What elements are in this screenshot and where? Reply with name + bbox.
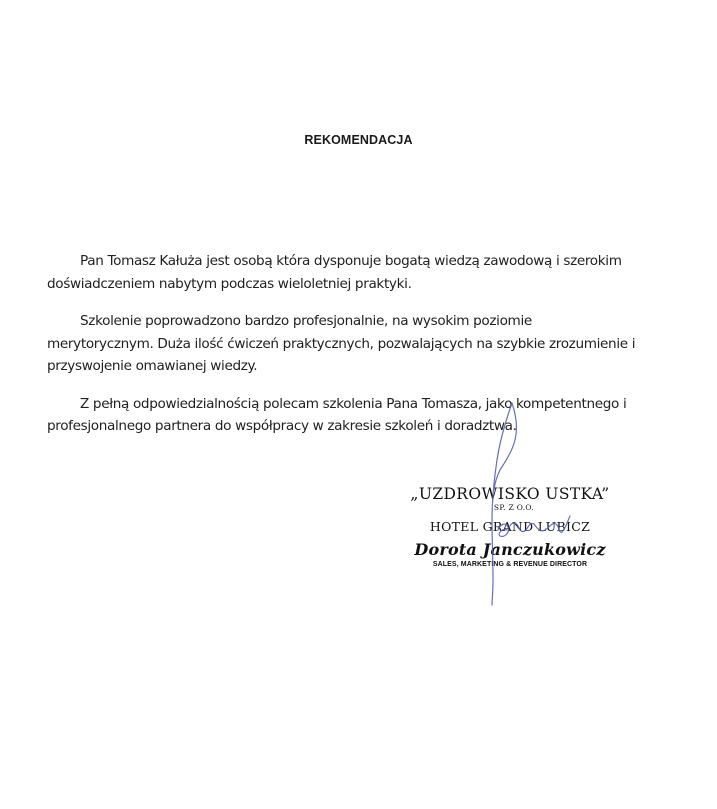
paragraph-1	[47, 250, 667, 295]
paragraph-line: przyswojenie omawianej wiedzy.	[47, 358, 258, 374]
company-stamp	[400, 484, 620, 570]
paragraph-line: Szkolenie poprowadzono bardzo profesjonalnie, na wysokim poziomie	[80, 313, 532, 329]
paragraph-line: merytorycznym. Duża ilość ćwiczeń praktycznych, pozwalających na szybkie zrozumienie i	[47, 335, 636, 352]
stamp-company-name: „UZDROWISKO USTKA”	[410, 485, 610, 503]
stamp-legal-form: SP. Z O.O.	[493, 503, 535, 512]
paragraph-line: Pan Tomasz Kałuża jest osobą która dysponuje bogatą wiedzą zawodową i szerokim	[80, 253, 622, 269]
paragraph-line: profesjonalnego partnera do współpracy w zakresie szkoleń i doradztwa.	[47, 418, 517, 434]
stamp-person-name: Dorota Janczukowicz	[414, 540, 606, 559]
paragraph-2	[47, 310, 667, 378]
paragraph-line: doświadczeniem nabytym podczas wieloletniej praktyki.	[47, 275, 412, 292]
paragraph-line: Z pełną odpowiedzialnością polecam szkolenia Pana Tomasza, jako kompetentnego i	[80, 395, 627, 412]
stamp-person-role: SALES, MARKETING & REVENUE DIRECTOR	[432, 561, 588, 568]
document-body	[47, 250, 667, 453]
stamp-hotel-name: HOTEL GRAND LUBICZ	[429, 519, 591, 534]
document-title: REKOMENDACJA	[304, 133, 413, 147]
paragraph-3	[47, 393, 667, 438]
